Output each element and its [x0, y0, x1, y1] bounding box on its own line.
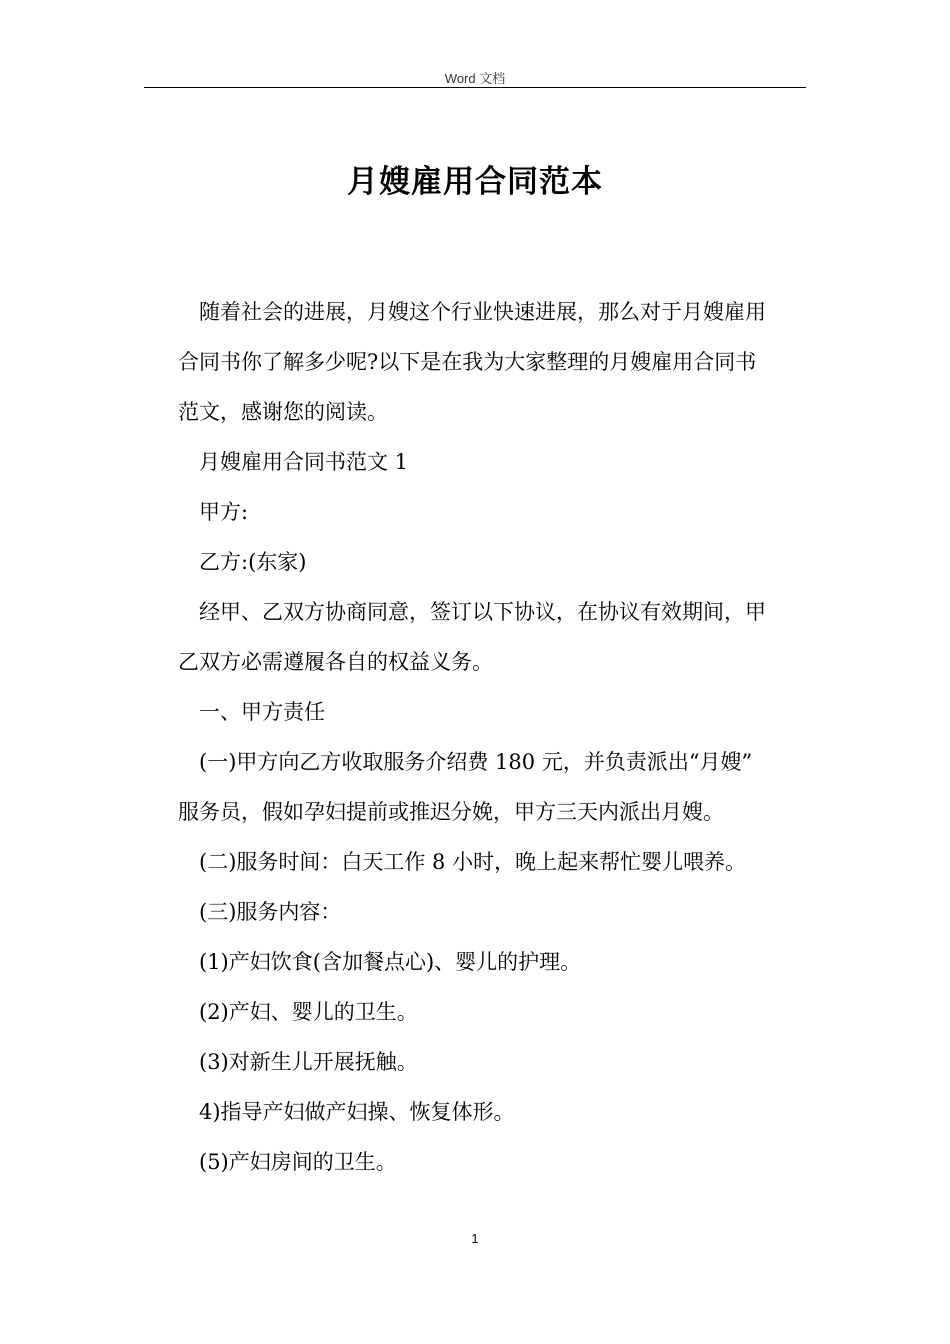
text-line: (1)产妇饮食(含加餐点心)、婴儿的护理。 — [199, 950, 582, 974]
text-line: 4)指导产妇做产妇操、恢复体形。 — [199, 1100, 515, 1124]
text-line: 乙双方必需遵履各自的权益义务。 — [178, 650, 493, 674]
paragraph-party-b — [178, 537, 803, 587]
paragraph-item-1 — [178, 937, 803, 987]
paragraph-clause-heading — [178, 687, 803, 737]
text-line: 一、甲方责任 — [199, 700, 325, 724]
paragraph-item-3 — [178, 1037, 803, 1087]
text-line: (2)产妇、婴儿的卫生。 — [199, 1000, 418, 1024]
text-line: (二)服务时间：白天工作 8 小时，晚上起来帮忙婴儿喂养。 — [199, 850, 747, 874]
header-divider — [144, 87, 806, 88]
text-line: 服务员，假如孕妇提前或推迟分娩，甲方三天内派出月嫂。 — [178, 800, 724, 824]
paragraph-item-4 — [178, 1087, 803, 1137]
paragraph-intro — [178, 287, 803, 437]
text-line: (三)服务内容： — [199, 900, 342, 924]
paragraph-clause-3 — [178, 887, 803, 937]
paragraph-clause-1 — [178, 737, 803, 837]
document-title: 月嫂雇用合同范本 — [347, 164, 603, 200]
document-body — [178, 287, 803, 1187]
text-line: 随着社会的进展，月嫂这个行业快速进展，那么对于月嫂雇用 — [199, 300, 766, 324]
paragraph-item-5 — [178, 1137, 803, 1187]
page-number: 1 — [471, 1231, 479, 1246]
text-line: 经甲、乙双方协商同意，签订以下协议，在协议有效期间，甲 — [199, 600, 766, 624]
text-line: (一)甲方向乙方收取服务介绍费 180 元，并负责派出“月嫂” — [199, 750, 753, 774]
paragraph-party-a — [178, 487, 803, 537]
text-line: 乙方:(东家) — [199, 550, 307, 574]
page-header: Word 文档 — [444, 71, 506, 86]
paragraph-section-heading — [178, 437, 803, 487]
paragraph-clause-2 — [178, 837, 803, 887]
text-line: (5)产妇房间的卫生。 — [199, 1150, 397, 1174]
text-line: 月嫂雇用合同书范文 1 — [199, 450, 409, 474]
paragraph-item-2 — [178, 987, 803, 1037]
text-line: 甲方: — [199, 500, 249, 524]
text-line: 合同书你了解多少呢?以下是在我为大家整理的月嫂雇用合同书 — [178, 350, 757, 374]
text-line: 范文，感谢您的阅读。 — [178, 400, 388, 424]
text-line: (3)对新生儿开展抚触。 — [199, 1050, 418, 1074]
paragraph-agreement — [178, 587, 803, 687]
